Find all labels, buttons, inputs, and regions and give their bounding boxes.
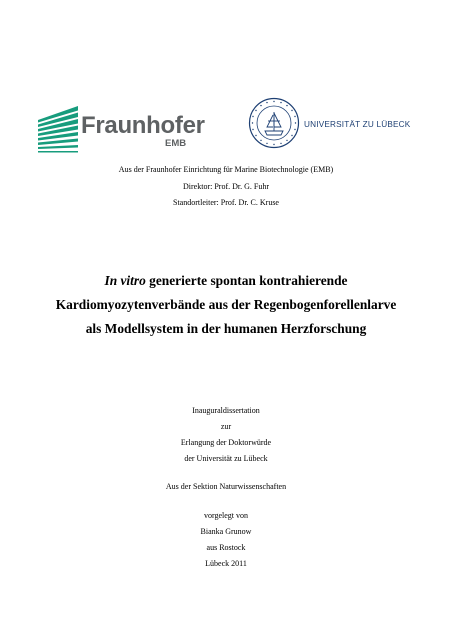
- submitted-by-label: vorgelegt von: [203, 511, 249, 520]
- title-line-1: [0, 273, 452, 289]
- fraunhofer-emb-label: EMB: [165, 138, 187, 149]
- dissertation-label: Inauguraldissertation: [192, 406, 260, 415]
- institution-line: Aus der Fraunhofer Einrichtung für Marine Biotechnologie (EMB): [118, 165, 334, 174]
- university-label: der Universität zu Lübeck: [184, 454, 268, 463]
- place-year: Lübeck 2011: [205, 559, 247, 568]
- section-label: Aus der Sektion Naturwissenschaften: [165, 482, 287, 491]
- title-italic-part: In vitro: [104, 273, 146, 288]
- title-line-1-rest: generierte spontan kontrahierende: [145, 273, 348, 288]
- author-origin: aus Rostock: [206, 543, 246, 552]
- author-name: Bianka Grunow: [200, 527, 252, 536]
- zur-label: zur: [220, 422, 232, 431]
- fraunhofer-wordmark: Fraunhofer: [81, 112, 205, 139]
- fraunhofer-stripes-icon: [38, 106, 78, 153]
- doctorate-label: Erlangung der Doktorwürde: [180, 438, 272, 447]
- title-line-3: als Modellsystem in der humanen Herzforschung: [85, 321, 367, 336]
- university-name: UNIVERSITÄT ZU LÜBECK: [304, 120, 411, 129]
- site-manager-line: Standortleiter: Prof. Dr. C. Kruse: [173, 198, 279, 207]
- title-line-2: Kardiomyozytenverbände aus der Regenbogenforellenlarve: [55, 297, 397, 312]
- director-line: Direktor: Prof. Dr. G. Fuhr: [183, 182, 269, 191]
- university-seal-icon: [248, 97, 300, 149]
